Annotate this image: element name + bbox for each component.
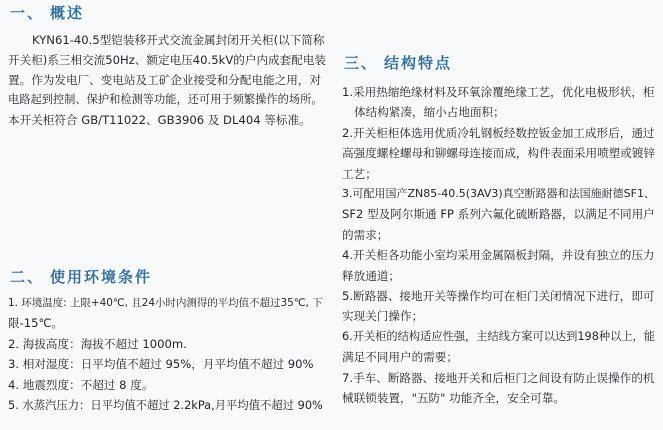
- structure-item: [342, 368, 658, 409]
- environment-heading-number: 二、: [10, 268, 45, 286]
- environment-item-line: 1. 环境温度: 上限+40℃, 且24小时内测得的平均值不超过35℃, 下: [8, 297, 323, 309]
- structure-item-line: 械联锁装置，"五防" 功能齐全，安全可靠。: [342, 391, 566, 406]
- overview-heading-number: 一、: [10, 4, 45, 22]
- structure-item-line: 满足不同用户的需要；: [342, 350, 458, 365]
- overview-line: 电路起到控制、保护和检测等功能，还可用于频繁操作的场所。: [8, 93, 323, 106]
- environment-list: [8, 293, 326, 415]
- structure-item: [342, 82, 658, 123]
- structure-item-line: 实现关门操作；: [342, 309, 424, 324]
- overview-line: 本开关柜符合 GB/T11022、GB3906 及 DL404 等标准。: [8, 113, 311, 127]
- structure-item-line: SF2 型及阿尔斯通 FP 系列六氟化硫断路器，以满足不同用户: [342, 207, 655, 222]
- structure-item-line: 体结构紧凑，缩小占地面积；: [354, 105, 505, 120]
- structure-item-line: 的需求；: [342, 227, 389, 242]
- structure-heading-number: 三、: [344, 54, 379, 72]
- environment-item: [8, 395, 326, 415]
- environment-item: [8, 354, 326, 374]
- structure-item-line: 4.开关柜各功能小室均采用金属隔板封隔，并设有独立的压力: [342, 248, 655, 263]
- structure-item-line: 1.采用热缩绝缘材料及环氧涂覆绝缘工艺，优化电极形状，柜: [342, 85, 655, 99]
- environment-item: [8, 334, 326, 354]
- environment-item: [8, 293, 326, 334]
- environment-item-line: 2. 海拔高度：海拔不超过 1000m.: [8, 336, 187, 351]
- overview-line: 置。作为发电厂、变电站及工矿企业接受和分配电能之用，对: [8, 73, 322, 87]
- structure-item-line: 2.开关柜柜体选用优质冷轧钢板经数控钣金加工成形后，通过: [342, 125, 655, 140]
- structure-item-line: 释放通道；: [342, 268, 400, 283]
- environment-item: [8, 375, 326, 395]
- structure-heading: [344, 52, 452, 73]
- structure-item-line: 工艺；: [342, 166, 377, 181]
- structure-list: [342, 82, 658, 409]
- environment-heading-title: 使用环境条件: [50, 268, 153, 286]
- structure-item: [342, 123, 658, 184]
- structure-heading-title: 结构特点: [384, 54, 453, 72]
- structure-item: [342, 184, 658, 245]
- structure-item-line: 3.可配用国产ZN85-40.5(3AV3)真空断路器和法国施耐德SF1、: [342, 187, 655, 201]
- overview-heading-title: 概述: [50, 4, 85, 22]
- structure-item: [342, 286, 658, 327]
- structure-item: [342, 245, 658, 286]
- environment-item-line: 5. 水蒸汽压力：日平均值不超过 2.2kPa,月平均值不超过 90%: [8, 398, 323, 413]
- structure-item: [342, 327, 658, 368]
- environment-heading: [10, 266, 152, 287]
- environment-item-line: 3. 相对湿度：日平均值不超过 95%，月平均值不超过 90%: [8, 357, 314, 372]
- structure-item-line: 5.断路器、接地开关等操作均可在柜门关闭情况下进行，即可: [342, 289, 655, 304]
- overview-line: 开关柜)系三相交流50Hz、额定电压40.5kV的户内成套配电装: [8, 53, 327, 67]
- environment-item-line: 限-15℃。: [8, 316, 64, 331]
- structure-item-line: 高强度螺栓螺母和铆螺母连接而成，构件表面采用喷塑或镀锌: [342, 146, 656, 161]
- overview-heading: [10, 2, 84, 23]
- overview-line: KYN61-40.5型铠装移开式交流金属封闭开关柜(以下简称: [32, 33, 325, 47]
- overview-paragraph: [8, 30, 326, 130]
- environment-item-line: 4. 地震烈度：不超过 8 度。: [8, 377, 154, 392]
- structure-item-line: 7.手车、断路器、接地开关和后柜门之间设有防止误操作的机: [342, 370, 655, 385]
- structure-item-line: 6.开关柜的结构适应性强，主结线方案可以达到198种以上，能: [342, 329, 656, 343]
